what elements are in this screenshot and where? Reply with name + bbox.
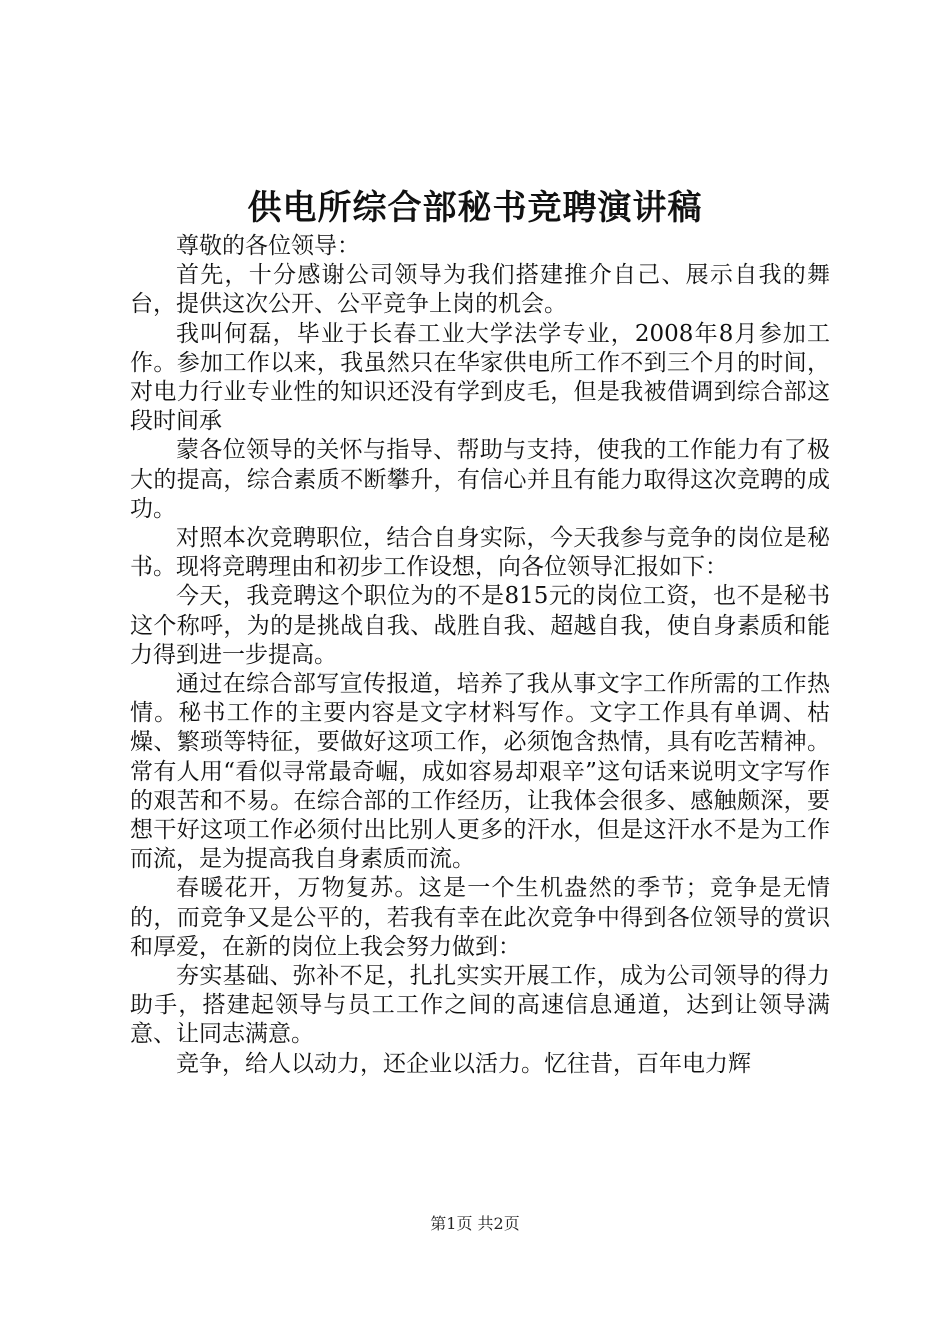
paragraph: 我叫何磊，毕业于长春工业大学法学专业，2008年8月参加工作。参加工作以来，我虽然只在华家供电所工作不到三个月的时间，对电力行业专业性的知识还没有学到皮毛，但是我被借调到综合部这段时间承 (130, 320, 830, 435)
salutation: 尊敬的各位领导： (176, 233, 360, 259)
document-body (130, 232, 830, 1079)
paragraph: 通过在综合部写宣传报道，培养了我从事文字工作所需的工作热情。秘书工作的主要内容是文字材料写作。文字工作具有单调、枯燥、繁琐等特征，要做好这项工作，必须饱含热情，具有吃苦精神。常有人用“看似寻常最奇崛，成如容易却艰辛”这句话来说明文字写作的艰苦和不易。在综合部的工作经历，让我体会很多、感触颇深，要想干好这项工作必须付出比别人更多的汗水，但是这汗水不是为工作而流，是为提高我自身素质而流。 (130, 671, 830, 873)
paragraph: 春暖花开，万物复苏。这是一个生机盎然的季节；竞争是无情的，而竞争又是公平的，若我有幸在此次竞争中得到各位领导的赏识和厚爱，在新的岗位上我会努力做到： (130, 875, 830, 960)
page-number-footer: 第1页 共2页 (430, 1214, 520, 1233)
paragraph: 对照本次竞聘职位，结合自身实际，今天我参与竞争的岗位是秘书。现将竞聘理由和初步工作设想，向各位领导汇报如下： (130, 525, 830, 581)
paragraph: 竞争，给人以动力，还企业以活力。忆往昔，百年电力辉 (176, 1050, 751, 1077)
paragraph: 首先，十分感谢公司领导为我们搭建推介自己、展示自我的舞台，提供这次公开、公平竞争上岗的机会。 (130, 262, 830, 318)
page-title: 供电所综合部秘书竞聘演讲稿 (247, 188, 703, 228)
paragraph: 夯实基础、弥补不足，扎扎实实开展工作，成为公司领导的得力助手，搭建起领导与员工工作之间的高速信息通道，达到让领导满意、让同志满意。 (130, 963, 830, 1048)
paragraph: 今天，我竞聘这个职位为的不是815元的岗位工资，也不是秘书这个称呼，为的是挑战自我、战胜自我、超越自我，使自身素质和能力得到进一步提高。 (130, 583, 830, 668)
paragraph: 蒙各位领导的关怀与指导、帮助与支持，使我的工作能力有了极大的提高，综合素质不断攀升，有信心并且有能力取得这次竞聘的成功。 (130, 437, 830, 522)
